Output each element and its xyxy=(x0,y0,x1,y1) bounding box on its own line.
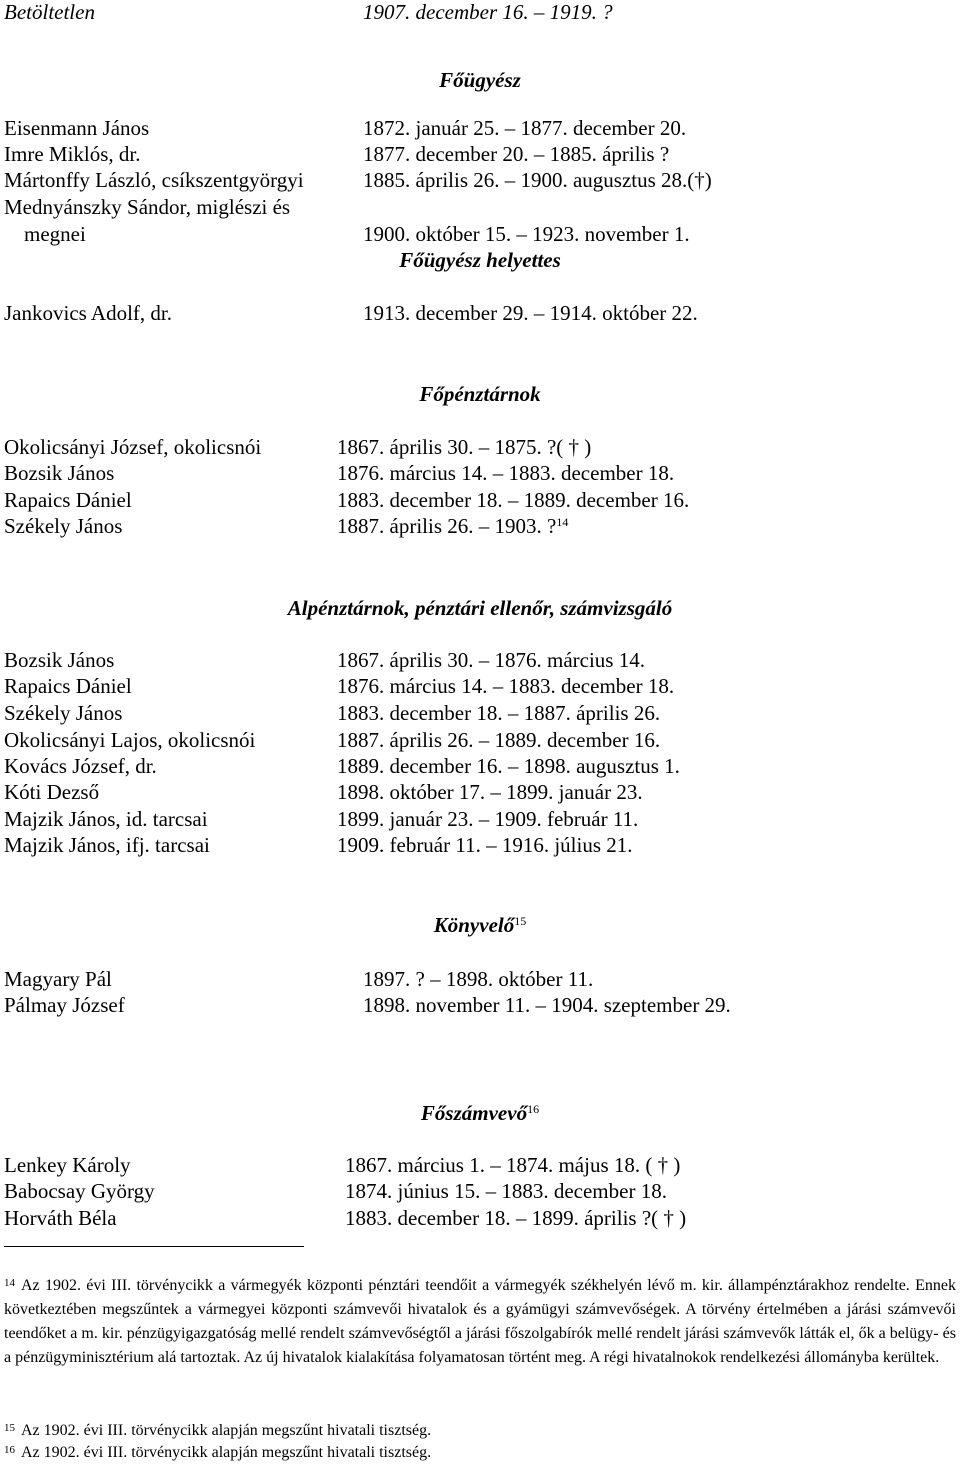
section-title-foügyesz: Főügyész xyxy=(439,68,521,92)
foszamvevo-dates-1: 1874. június 15. – 1883. december 18. xyxy=(345,1179,667,1203)
alpenztarnok-name-0: Bozsik János xyxy=(4,648,115,672)
alpenztarnok-name-1: Rapaics Dániel xyxy=(4,674,132,698)
alpenztarnok-dates-6: 1899. január 23. – 1909. február 11. xyxy=(337,807,639,831)
fopenztarnok-dates-3 xyxy=(337,514,568,538)
foügyesz-name-4: megnei xyxy=(24,222,86,246)
footnote-ref-14: 14 xyxy=(556,515,569,529)
fopenztarnok-dates-1: 1876. március 14. – 1883. december 18. xyxy=(337,461,675,485)
fopenztarnok-dates-0: 1867. április 30. – 1875. ?( † ) xyxy=(337,435,592,459)
alpenztarnok-name-2: Székely János xyxy=(4,701,123,725)
foügyesz-name-3: Mednyánszky Sándor, miglészi és xyxy=(4,195,291,219)
footnote-16-text: Az 1902. évi III. törvénycikk alapján megszűnt hivatali tisztség. xyxy=(21,1444,432,1461)
alpenztarnok-name-3: Okolicsányi Lajos, okolicsnói xyxy=(4,728,256,752)
section-title-konyvelo xyxy=(0,913,960,937)
alpenztarnok-dates-1: 1876. március 14. – 1883. december 18. xyxy=(337,674,675,698)
foszamvevo-name-1: Babocsay György xyxy=(4,1179,155,1203)
konyvelo-name-1: Pálmay József xyxy=(4,993,125,1017)
alpenztarnok-dates-2: 1883. december 18. – 1887. április 26. xyxy=(337,701,661,725)
helyettes-name-0: Jankovics Adolf, dr. xyxy=(4,301,172,325)
footnote-16 xyxy=(4,1441,956,1465)
section-title-fopenztarnok: Főpénztárnok xyxy=(419,382,541,406)
foszamvevo-dates-0: 1867. március 1. – 1874. május 18. ( † ) xyxy=(345,1153,681,1177)
section-title-helyettes: Főügyész helyettes xyxy=(399,248,561,272)
footnote-14-text: Az 1902. évi III. törvénycikk a vármegyék központi pénztári teendőit a vármegyék székhelyén lévő m. kir. állampénztárakhoz rendelte. Ennek következtében megszűntek a vármegyei központi számvevői hivatalok és a gyámügyi számvevőségek. A törvény értelmében a járási számvevői teendőket a m. kir. pénzügyigazgatóság mellé rendelt számvevőségtől a járási főszolgabírók mellé rendelt járási számvevők látták el, ők a belügy- és a pénzügyminisztérium alá tartoztak. Az új hivatalok kialakítása folyamatosan történt meg. A régi hivatalnokok rendelkezési állományba kerültek. xyxy=(4,1277,956,1366)
footnote-separator xyxy=(4,1246,304,1247)
header-status: Betöltetlen xyxy=(4,0,95,24)
foügyesz-name-1: Imre Miklós, dr. xyxy=(4,142,141,166)
fopenztarnok-name-3: Székely János xyxy=(4,514,123,538)
footnote-16-number: 16 xyxy=(4,1444,15,1456)
fopenztarnok-dates-2: 1883. december 18. – 1889. december 16. xyxy=(337,488,690,512)
konyvelo-dates-1: 1898. november 11. – 1904. szeptember 29. xyxy=(363,993,731,1017)
header-dates: 1907. december 16. – 1919. ? xyxy=(363,0,613,24)
alpenztarnok-name-4: Kovács József, dr. xyxy=(4,754,157,778)
footnote-14 xyxy=(4,1274,956,1370)
section-title-alpenztarnok: Alpénztárnok, pénztári ellenőr, számvizsgáló xyxy=(287,596,673,620)
alpenztarnok-dates-4: 1889. december 16. – 1898. augusztus 1. xyxy=(337,754,680,778)
alpenztarnok-dates-5: 1898. október 17. – 1899. január 23. xyxy=(337,780,643,804)
fopenztarnok-name-2: Rapaics Dániel xyxy=(4,488,132,512)
foszamvevo-name-2: Horváth Béla xyxy=(4,1206,117,1230)
fopenztarnok-dates-3-text: 1887. április 26. – 1903. ? xyxy=(337,514,557,538)
alpenztarnok-name-7: Majzik János, ifj. tarcsai xyxy=(4,833,210,857)
fopenztarnok-name-0: Okolicsányi József, okolicsnói xyxy=(4,435,262,459)
foszamvevo-title-text: Főszámvevő xyxy=(420,1101,528,1125)
footnote-14-number: 14 xyxy=(4,1277,15,1289)
section-title-foszamvevo xyxy=(0,1101,960,1125)
foszamvevo-name-0: Lenkey Károly xyxy=(4,1153,131,1177)
alpenztarnok-dates-0: 1867. április 30. – 1876. március 14. xyxy=(337,648,645,672)
footnote-15 xyxy=(4,1419,956,1443)
konyvelo-name-0: Magyary Pál xyxy=(4,967,112,991)
alpenztarnok-dates-7: 1909. február 11. – 1916. július 21. xyxy=(337,833,633,857)
foügyesz-dates-4: 1900. október 15. – 1923. november 1. xyxy=(363,222,690,246)
helyettes-dates-0: 1913. december 29. – 1914. október 22. xyxy=(363,301,698,325)
footnote-ref-16: 16 xyxy=(527,1102,540,1116)
konyvelo-title-text: Könyvelő xyxy=(433,913,515,937)
footnote-15-number: 15 xyxy=(4,1422,15,1434)
foügyesz-dates-0: 1872. január 25. – 1877. december 20. xyxy=(363,116,687,140)
foügyesz-name-2: Mártonffy László, csíkszentgyörgyi xyxy=(4,168,304,192)
foszamvevo-dates-2: 1883. december 18. – 1899. április ?( † ) xyxy=(345,1206,687,1230)
footnote-ref-15: 15 xyxy=(514,914,527,928)
foügyesz-dates-1: 1877. december 20. – 1885. április ? xyxy=(363,142,670,166)
konyvelo-dates-0: 1897. ? – 1898. október 11. xyxy=(363,967,594,991)
footnote-15-text: Az 1902. évi III. törvénycikk alapján megszűnt hivatali tisztség. xyxy=(21,1422,432,1439)
alpenztarnok-dates-3: 1887. április 26. – 1889. december 16. xyxy=(337,728,661,752)
alpenztarnok-name-5: Kóti Dezső xyxy=(4,780,100,804)
foügyesz-dates-2: 1885. április 26. – 1900. augusztus 28.(†) xyxy=(363,168,712,192)
alpenztarnok-name-6: Majzik János, id. tarcsai xyxy=(4,807,208,831)
foügyesz-name-0: Eisenmann János xyxy=(4,116,150,140)
fopenztarnok-name-1: Bozsik János xyxy=(4,461,115,485)
